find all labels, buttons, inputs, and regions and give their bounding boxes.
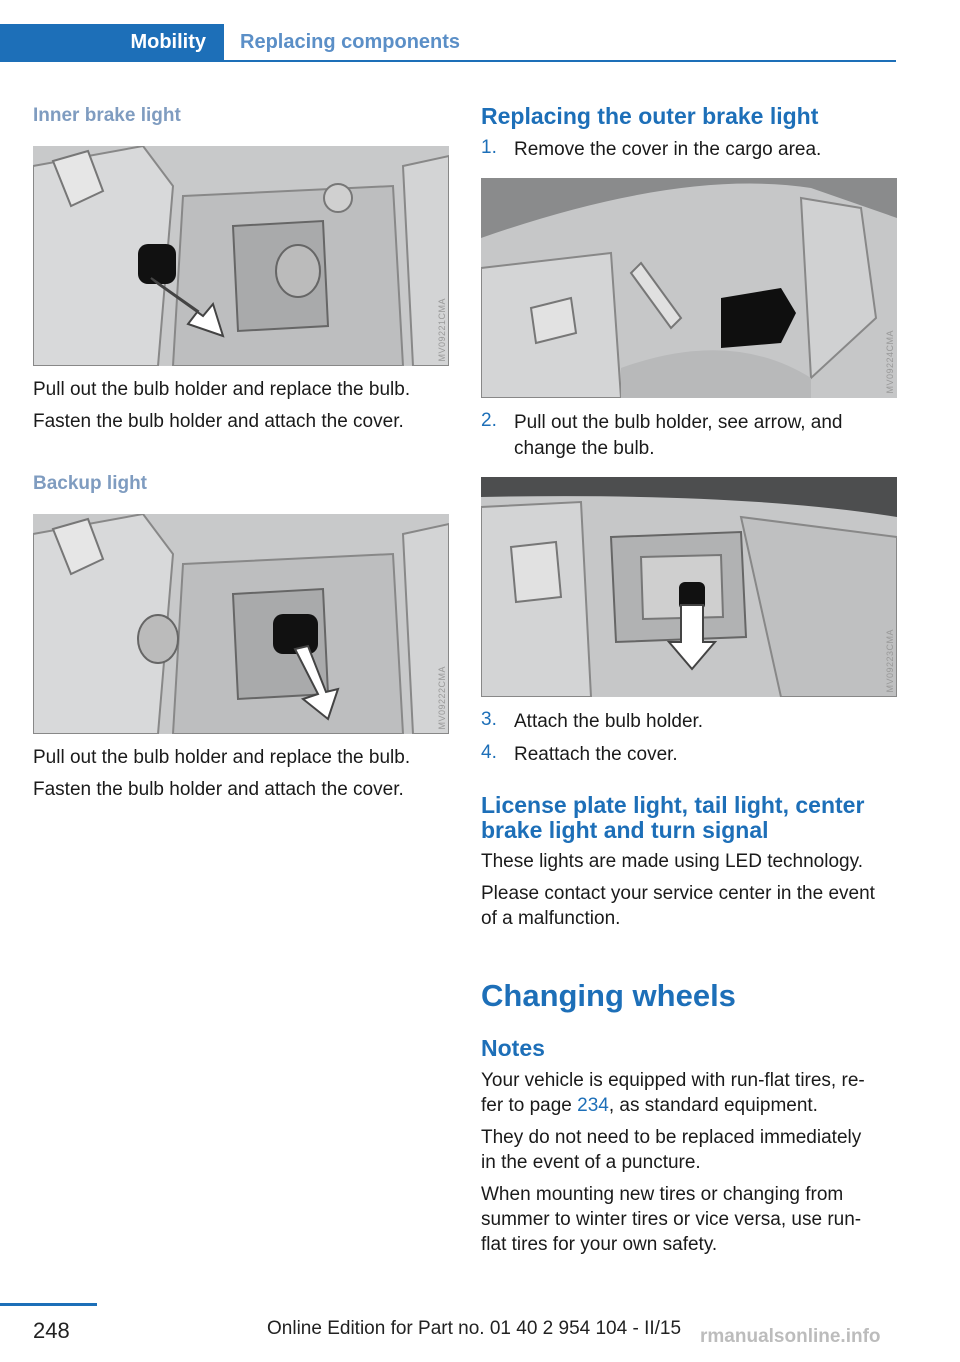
notes-text-3: When mounting new tires or changing from bbox=[481, 1184, 844, 1205]
notes-text-1-cont bbox=[481, 1093, 818, 1118]
backup-light-figure bbox=[33, 514, 449, 734]
backup-light-heading: Backup light bbox=[33, 473, 148, 494]
notes-text-2-cont: in the event of a puncture. bbox=[481, 1152, 701, 1173]
notes-text-2: They do not need to be replaced immediately bbox=[481, 1127, 862, 1148]
watermark: rmanualsonline.info bbox=[700, 1326, 881, 1347]
inner-brake-light-heading: Inner brake light bbox=[33, 105, 181, 126]
license-plate-heading: License plate light, tail light, center bbox=[481, 792, 865, 818]
figure-code: MV09221CMA bbox=[437, 298, 447, 362]
license-text-2-cont: of a malfunction. bbox=[481, 908, 621, 929]
footer-rule bbox=[0, 1303, 97, 1306]
tab-mobility[interactable]: Mobility bbox=[0, 24, 224, 60]
notes-heading: Notes bbox=[481, 1035, 545, 1061]
step-number: 1. bbox=[481, 137, 497, 158]
edition-text: Online Edition for Part no. 01 40 2 954 104 - II/15 bbox=[267, 1318, 682, 1339]
outer-brake-bulb-figure bbox=[481, 477, 897, 697]
notes-text-3-cont: summer to winter tires or vice versa, use run- bbox=[481, 1209, 862, 1230]
step-number: 2. bbox=[481, 410, 497, 431]
notes-text-1-a: fer to page bbox=[481, 1095, 578, 1116]
outer-brake-light-heading: Replacing the outer brake light bbox=[481, 103, 819, 129]
step-text-cont: change the bulb. bbox=[514, 438, 655, 459]
step-text: Remove the cover in the cargo area. bbox=[514, 139, 822, 160]
header-rule bbox=[0, 60, 896, 62]
step-text: Reattach the cover. bbox=[514, 744, 678, 765]
notes-text-1: Your vehicle is equipped with run-flat tires, re- bbox=[481, 1070, 865, 1091]
license-plate-heading-cont: brake light and turn signal bbox=[481, 817, 769, 843]
figure-code: MV09224CMA bbox=[885, 330, 895, 394]
step-number: 4. bbox=[481, 742, 497, 763]
backup-text-2: Fasten the bulb holder and attach the cover. bbox=[33, 779, 404, 800]
changing-wheels-heading: Changing wheels bbox=[481, 978, 736, 1013]
figure-code: MV09223CMA bbox=[885, 629, 895, 693]
notes-text-3-cont2: flat tires for your own safety. bbox=[481, 1234, 718, 1255]
inner-brake-text-2: Fasten the bulb holder and attach the cover. bbox=[33, 411, 404, 432]
figure-code: MV09222CMA bbox=[437, 666, 447, 730]
cargo-cover-figure bbox=[481, 178, 897, 398]
notes-text-1-b: , as standard equipment. bbox=[608, 1095, 818, 1116]
step-text: Pull out the bulb holder, see arrow, and bbox=[514, 412, 843, 433]
inner-brake-light-figure bbox=[33, 146, 449, 366]
backup-text-1: Pull out the bulb holder and replace the bulb. bbox=[33, 747, 411, 768]
step-text: Attach the bulb holder. bbox=[514, 711, 704, 732]
page-link[interactable]: 234 bbox=[577, 1095, 609, 1116]
step-number: 3. bbox=[481, 709, 497, 730]
inner-brake-text-1: Pull out the bulb holder and replace the bulb. bbox=[33, 379, 411, 400]
tab-replacing-components[interactable]: Replacing components bbox=[240, 30, 461, 53]
page-header bbox=[0, 0, 960, 62]
license-text-1: These lights are made using LED technology. bbox=[481, 851, 863, 872]
license-text-2: Please contact your service center in the event bbox=[481, 883, 875, 904]
page-number: 248 bbox=[33, 1318, 70, 1343]
